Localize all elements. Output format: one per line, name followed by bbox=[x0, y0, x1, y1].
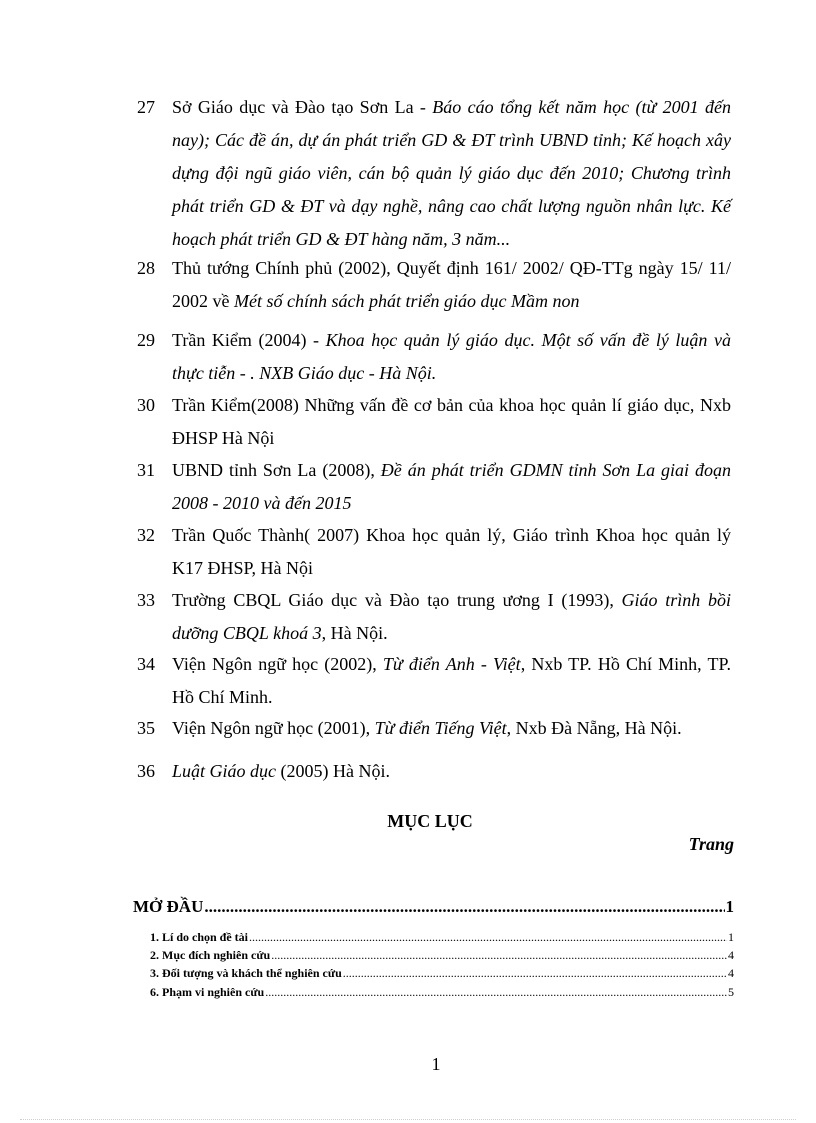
reference-number: 36 bbox=[137, 761, 155, 781]
reference-title: Báo cáo tổng kết năm học (từ 2001 đến nay); Các đề án, dự án phát triển GD & ĐT trình UBND tỉnh; Kế hoạch xây dựng đội ngũ giáo viên, cán bộ quản lý giáo dục đến 2010; Chương trình phát triển GD & ĐT và dạy nghề, nâng cao chất lượng nguồn nhân lực. Kế hoạch phát triển GD & ĐT hàng năm, 3 năm... bbox=[172, 97, 731, 249]
reference-number: 29 bbox=[137, 330, 155, 350]
toc-entry[interactable] bbox=[150, 930, 734, 945]
reference-text-tail: (2005) Hà Nội. bbox=[276, 761, 390, 781]
reference-36 bbox=[137, 755, 731, 788]
toc-entry-page: 4 bbox=[728, 948, 734, 962]
reference-text-tail: , Hà Nội. bbox=[321, 623, 388, 643]
reference-32 bbox=[137, 519, 731, 585]
toc-leader bbox=[249, 930, 727, 945]
toc-entry-page: 4 bbox=[728, 966, 734, 980]
reference-text: Trường CBQL Giáo dục và Đào tạo trung ương I (1993), bbox=[172, 590, 622, 610]
reference-number: 32 bbox=[137, 525, 155, 545]
reference-text: UBND tỉnh Sơn La (2008), bbox=[172, 460, 381, 480]
toc-leader bbox=[204, 897, 724, 917]
reference-title: Từ điển Anh - Việt bbox=[382, 654, 521, 674]
reference-number: 27 bbox=[137, 97, 155, 117]
toc-leader bbox=[271, 948, 727, 963]
toc-entry-page: 5 bbox=[728, 985, 734, 999]
reference-text: Trần Quốc Thành( 2007) Khoa học quản lý, Giáo trình Khoa học quản lý K17 ĐHSP, Hà Nội bbox=[172, 525, 731, 578]
reference-number: 31 bbox=[137, 460, 155, 480]
reference-text: Viện Ngôn ngữ học (2002), bbox=[172, 654, 383, 674]
toc-page-label: Trang bbox=[688, 834, 734, 854]
toc-main-page: 1 bbox=[725, 897, 734, 916]
reference-31 bbox=[137, 454, 731, 520]
toc-entry[interactable] bbox=[150, 948, 734, 963]
toc-entry[interactable] bbox=[150, 966, 734, 981]
reference-number: 28 bbox=[137, 258, 155, 278]
reference-35 bbox=[137, 712, 731, 745]
toc-entry-label: 2. Mục đích nghiên cứu bbox=[150, 948, 271, 962]
toc-main-label: MỞ ĐẦU bbox=[133, 897, 204, 916]
reference-34 bbox=[137, 648, 731, 714]
reference-text-tail: , Nxb TP. Hồ Chí Minh, TP. Hồ Chí Minh. bbox=[172, 654, 732, 707]
reference-33 bbox=[137, 584, 731, 650]
reference-30 bbox=[137, 389, 731, 455]
toc-entry-label: 3. Đối tượng và khách thể nghiên cứu bbox=[150, 966, 342, 980]
reference-title: Từ điển Tiếng Việt bbox=[374, 718, 507, 738]
reference-text: Trần Kiểm (2004) - bbox=[172, 330, 326, 350]
toc-leader bbox=[265, 985, 727, 1000]
reference-number: 35 bbox=[137, 718, 155, 738]
reference-text: Viện Ngôn ngữ học (2001), bbox=[172, 718, 375, 738]
reference-title: Luật Giáo dục bbox=[172, 761, 277, 781]
toc-entry-label: 1. Lí do chọn đề tài bbox=[150, 930, 249, 944]
reference-text: Thủ tướng Chính phủ (2002), Quyết định 161/ 2002/ QĐ-TTg ngày 15/ 11/ 2002 về bbox=[172, 258, 731, 311]
page-bottom-divider bbox=[20, 1119, 796, 1120]
reference-number: 33 bbox=[137, 590, 155, 610]
toc-entry-page: 1 bbox=[728, 930, 734, 944]
toc-main-entry[interactable] bbox=[133, 897, 734, 917]
reference-29 bbox=[137, 324, 731, 390]
page-number: 1 bbox=[431, 1054, 441, 1074]
reference-text-tail: , Nxb Đà Nẵng, Hà Nội. bbox=[506, 718, 682, 738]
reference-text: Sở Giáo dục và Đào tạo Sơn La - bbox=[172, 97, 433, 117]
reference-title: Khoa học quản lý giáo dục. Một số vấn đề lý luận và thực tiễn - . NXB Giáo dục - Hà Nội. bbox=[172, 330, 732, 383]
toc-leader bbox=[343, 966, 727, 981]
reference-title: Đề án phát triển GDMN tỉnh Sơn La giai đoạn 2008 - 2010 và đến 2015 bbox=[172, 460, 731, 513]
reference-number: 30 bbox=[137, 395, 155, 415]
reference-text: Trần Kiểm(2008) Những vấn đề cơ bản của khoa học quản lí giáo dục, Nxb ĐHSP Hà Nội bbox=[172, 395, 731, 448]
reference-number: 34 bbox=[137, 654, 155, 674]
reference-28 bbox=[137, 252, 731, 318]
reference-title: Giáo trình bồi dưỡng CBQL khoá 3 bbox=[172, 590, 731, 643]
toc-entry[interactable] bbox=[150, 985, 734, 1000]
toc-entry-label: 6. Phạm vi nghiên cứu bbox=[150, 985, 265, 999]
reference-27 bbox=[137, 91, 731, 256]
reference-title: Mét số chính sách phát triển giáo dục Mầm non bbox=[234, 291, 580, 311]
toc-title: MỤC LỤC bbox=[387, 811, 473, 831]
